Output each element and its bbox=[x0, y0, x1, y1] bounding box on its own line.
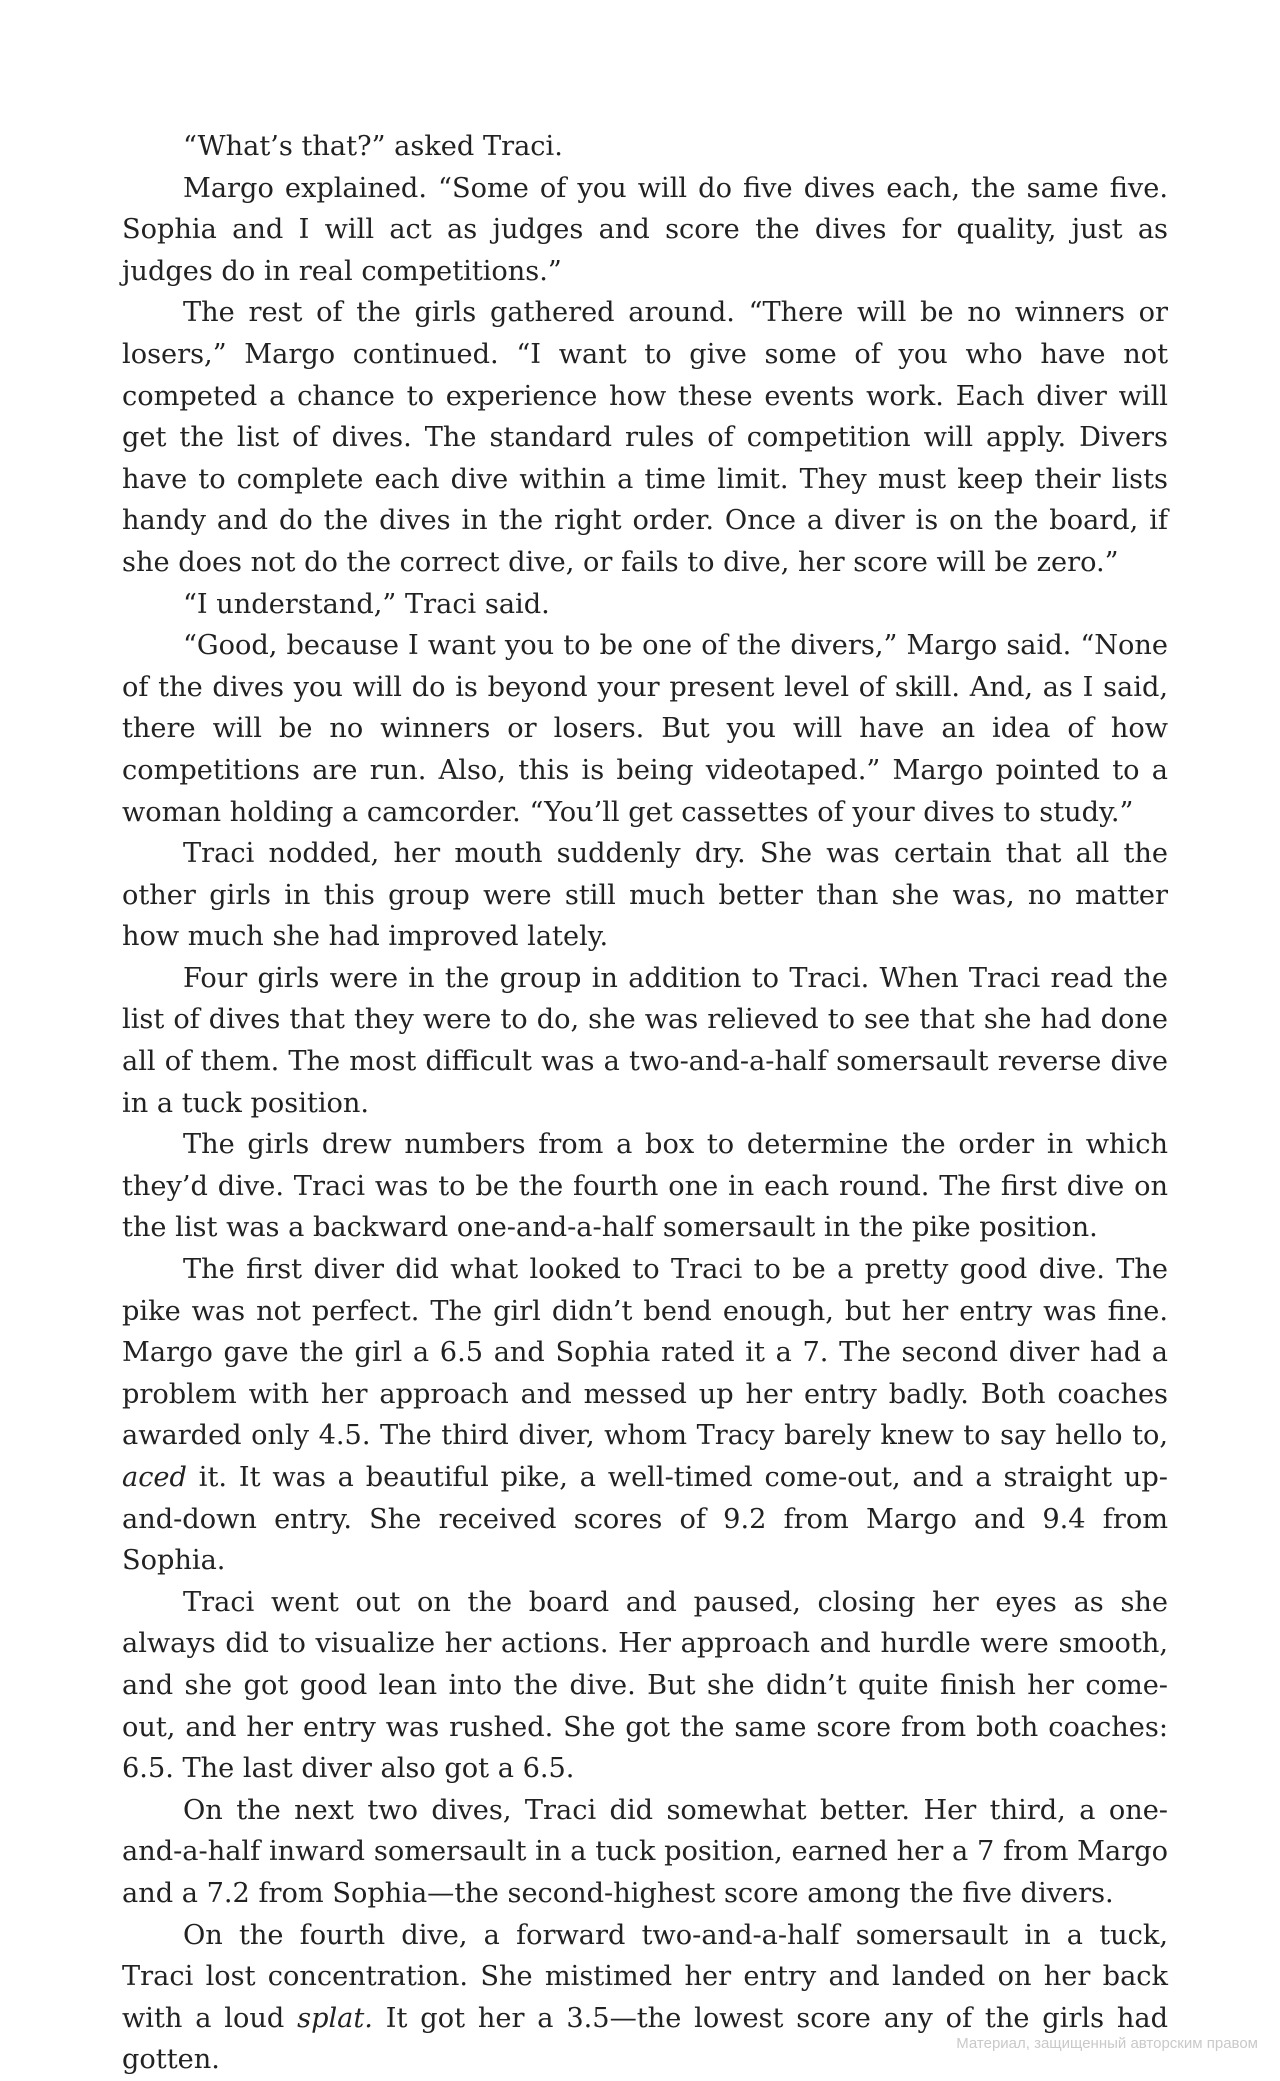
paragraph-text: “I understand,” Traci said. bbox=[183, 588, 550, 620]
paragraph bbox=[122, 584, 1168, 626]
paragraph-text: On the fourth dive, a forward two-and-a-half somersault in a tuck, Traci lost concentration. She mistimed her entry and landed on her back with a loud bbox=[122, 1919, 1168, 2034]
paragraph-text: Four girls were in the group in addition to Traci. When Traci read the list of dives that they were to do, she was relieved to see that she had done all of them. The most difficult was a two-and-a-half somersault reverse dive in a tuck position. bbox=[122, 962, 1168, 1119]
paragraph bbox=[122, 292, 1168, 583]
paragraph-text: The first diver did what looked to Traci to be a pretty good dive. The pike was not perfect. The girl didn’t bend enough, but her entry was fine. Margo gave the girl a 6.5 and Sophia rated it a 7. The second diver had a problem with her approach and messed up her entry badly. Both coaches awarded only 4.5. The third diver, whom Tracy barely knew to say hello to, bbox=[122, 1254, 1168, 1452]
paragraph-text: Margo explained. “Some of you will do five dives each, the same five. Sophia and I will act as judges and score the dives for quality, just as judges do in real competitions.” bbox=[122, 172, 1168, 287]
paragraph-text: On the next two dives, Traci did somewhat better. Her third, a one-and-a-half inward somersault in a tuck position, earned her a 7 from Margo and a 7.2 from Sophia—the second-highest score among the five divers. bbox=[122, 1794, 1168, 1909]
paragraph bbox=[122, 833, 1168, 958]
paragraph-text: it. It was a beautiful pike, a well-timed come-out, and a straight up-and-down entry. She received scores of 9.2 from Margo and 9.4 from Sophia. bbox=[122, 1462, 1168, 1577]
paragraph-text: “Good, because I want you to be one of the divers,” Margo said. “None of the dives you will do is beyond your present level of skill. And, as I said, there will be no winners or losers. But you will have an idea of how competitions are run. Also, this is being videotaped.” Margo pointed to a woman holding a camcorder. “You’ll get cassettes of your dives to study.” bbox=[122, 630, 1168, 828]
paragraph-text: The girls drew numbers from a box to determine the order in which they’d dive. Traci was to be the fourth one in each round. The first dive on the list was a backward one-and-a-half somersault in the pike position. bbox=[122, 1129, 1168, 1244]
paragraph-text: The rest of the girls gathered around. “There will be no winners or losers,” Margo continued. “I want to give some of you who have not competed a chance to experience how these events work. Each diver will get the list of dives. The standard rules of competition will apply. Divers have to complete each dive within a time limit. They must keep their lists handy and do the dives in the right order. Once a diver is on the board, if she does not do the correct dive, or fails to dive, her score will be zero.” bbox=[122, 297, 1168, 578]
paragraph-text: Traci nodded, her mouth suddenly dry. She was certain that all the other girls in this group were still much better than she was, no matter how much she had improved lately. bbox=[122, 838, 1168, 953]
paragraph-text: “What’s that?” asked Traci. bbox=[183, 131, 563, 162]
paragraph bbox=[122, 1790, 1168, 1915]
book-page-text bbox=[122, 126, 1168, 2081]
paragraph bbox=[122, 1582, 1168, 1790]
paragraph bbox=[122, 168, 1168, 293]
paragraph bbox=[122, 1249, 1168, 1582]
paragraph-text: Traci went out on the board and paused, closing her eyes as she always did to visualize her actions. Her approach and hurdle were smooth, and she got good lean into the dive. But she didn’t quite finish her come-out, and her entry was rushed. She got the same score from both coaches: 6.5. The last diver also got a 6.5. bbox=[122, 1586, 1168, 1785]
paragraph bbox=[122, 1124, 1168, 1249]
paragraph bbox=[122, 1915, 1168, 2081]
copyright-watermark: Материал, защищенный авторским правом bbox=[956, 2035, 1258, 2052]
paragraph bbox=[122, 625, 1168, 833]
paragraph bbox=[122, 126, 1168, 168]
paragraph-text: It got her a 3.5—the lowest score any of the girls had gotten. bbox=[122, 2002, 1169, 2076]
italic-emphasis: aced bbox=[122, 1462, 187, 1493]
italic-emphasis: splat. bbox=[297, 2002, 373, 2034]
paragraph bbox=[122, 958, 1168, 1124]
